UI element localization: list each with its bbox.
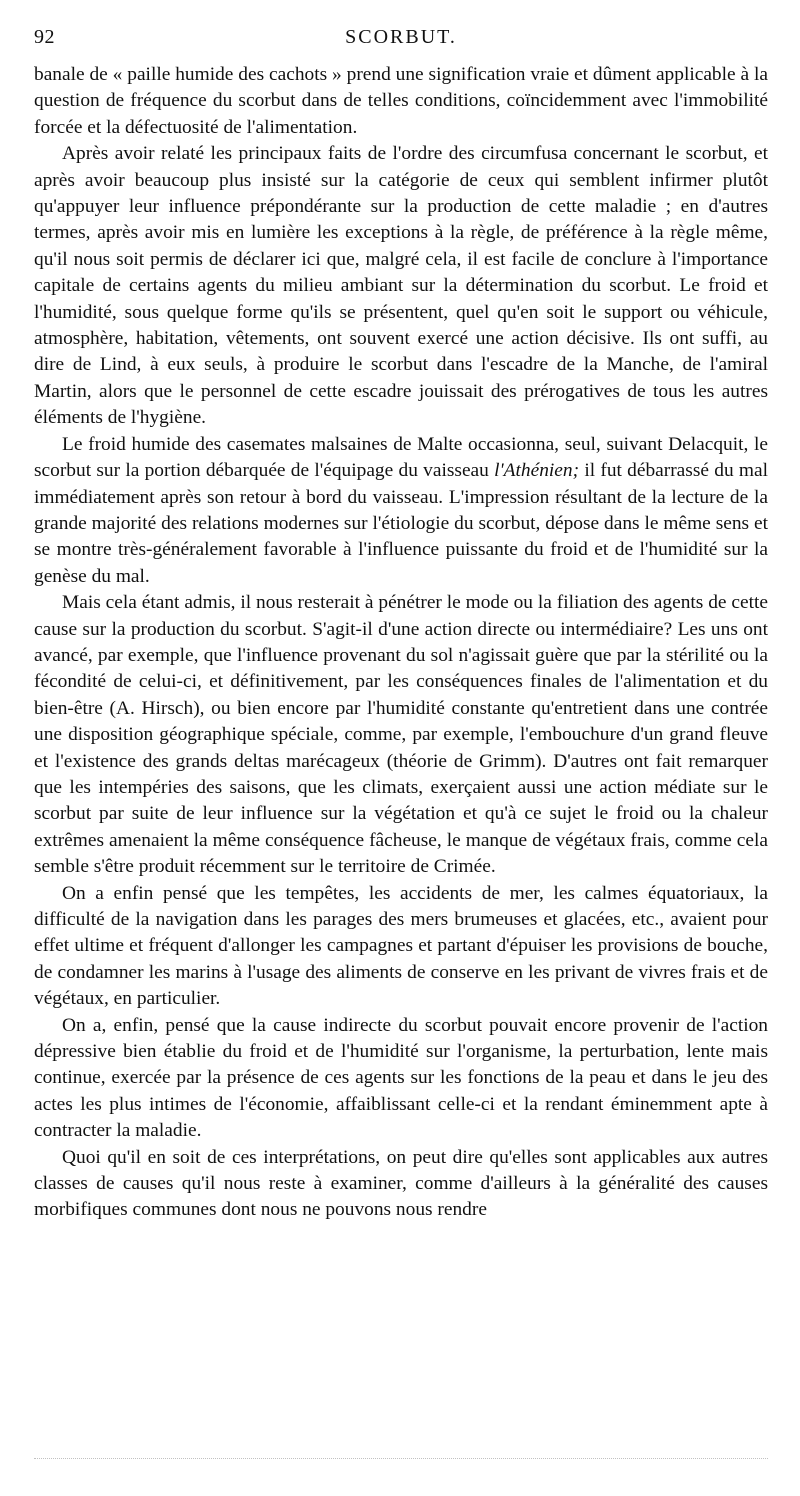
paragraph: Quoi qu'il en soit de ces interprétations, on peut dire qu'elles sont applicables aux autres classes de causes qu'il nous reste à examiner, comme d'ailleurs à la généralité des causes morbifiques communes dont nous ne pouvons nous rendre [34,1146,768,1221]
paragraph-text: Le froid humide des casemates malsaines de Malte occasionna, seul, suivant Delacquit, le scorbut sur la portion débarquée de l'équipage du vaisseau [34,433,768,482]
paragraph-text: il fut débarrassé du mal immédiatement après son retour à bord du vaisseau. L'impression résultant de la lecture de la grande majorité des relations modernes sur l'étiologie du scorbut, dépose dans le même sens et se montre très-généralement favorable à l'influence puissante du froid et de l'humidité sur la genèse du mal. [34,460,768,587]
paragraph: banale de « paille humide des cachots » prend une signification vraie et dûment applicable à la question de fréquence du scorbut dans de telles conditions, coïncidemment avec l'immobilité forcée et la défectuosité de l'alimentation. [34,64,768,138]
paragraph: Après avoir relaté les principaux faits de l'ordre des circumfusa concernant le scorbut, et après avoir beaucoup plus insisté sur la catégorie de ceux qui semblent infirmer plutôt qu'appuyer leur influence prépondérante sur la production de cette maladie ; en d'autres termes, après avoir mis en lumière les exceptions à la règle, de préférence à la règle même, qu'il nous soit permis de déclarer ici que, malgré cela, il est facile de conclure à l'importance capitale de certains agents du milieu ambiant sur la détermination du scorbut. Le froid et l'humidité, sous quelque forme qu'ils se présentent, quel qu'en soit le support ou véhicule, atmosphère, habitation, vêtements, ont souvent exercé une action décisive. Ils ont suffi, au dire de Lind, à eux seuls, à produire le scorbut dans l'escadre de la Manche, de l'amiral Martin, alors que le personnel de cette escadre jouissait des prérogatives de tous les autres éléments de l'hygiène. [34,143,768,429]
paragraph: On a, enfin, pensé que la cause indirecte du scorbut pouvait encore provenir de l'action dépressive bien établie du froid et de l'humidité sur l'organisme, la perturbation, lente mais continue, exercée par la présence de ces agents sur les fonctions de la peau et dans le jeu des actes les plus intimes de l'économie, affaiblissant celle-ci et la rendant éminemment apte à contracter la maladie. [34,1014,768,1142]
paragraph: Mais cela étant admis, il nous resterait à pénétrer le mode ou la filiation des agents de cette cause sur la production du scorbut. S'agit-il d'une action directe ou intermédiaire? Les uns ont avancé, par exemple, que l'influence provenant du sol n'agissait guère que par la stérilité ou la fécondité de celui-ci, et définitivement, par les conséquences finales de l'alimentation et du bien-être (A. Hirsch), ou bien encore par l'humidité constante qu'entretient dans une contrée une disposition géographique spéciale, comme, par exemple, l'embouchure d'un grand fleuve et l'existence des grands deltas marécageux (théorie de Grimm). D'autres ont fait remarquer que les intempéries des saisons, que les climats, exerçaient aussi une action médiate sur le scorbut par suite de leur influence sur la végétation et qu'à ce sujet le froid ou la chaleur extrêmes amenaient la même conséquence fâcheuse, le manque de végétaux frais, comme cela semble s'être produit récemment sur le territoire de Crimée. [34,592,768,878]
paragraph: On a enfin pensé que les tempêtes, les accidents de mer, les calmes équatoriaux, la difficulté de la navigation dans les parages des mers brumeuses et glacées, etc., avaient pour effet ultime et fréquent d'allonger les campagnes et partant d'épuiser les provisions de bouche, de condamner les marins à l'usage des aliments de conserve en les privant de vivres frais et de végétaux, en particulier. [34,882,768,1010]
page-header [34,26,768,60]
body-text [34,62,768,1224]
paragraph [34,432,768,590]
document-page [34,26,768,1224]
footer-divider [34,1458,768,1459]
page-number: 92 [34,26,55,48]
ship-name: l'Athénien; [494,460,580,482]
running-title: SCORBUT. [345,26,457,48]
